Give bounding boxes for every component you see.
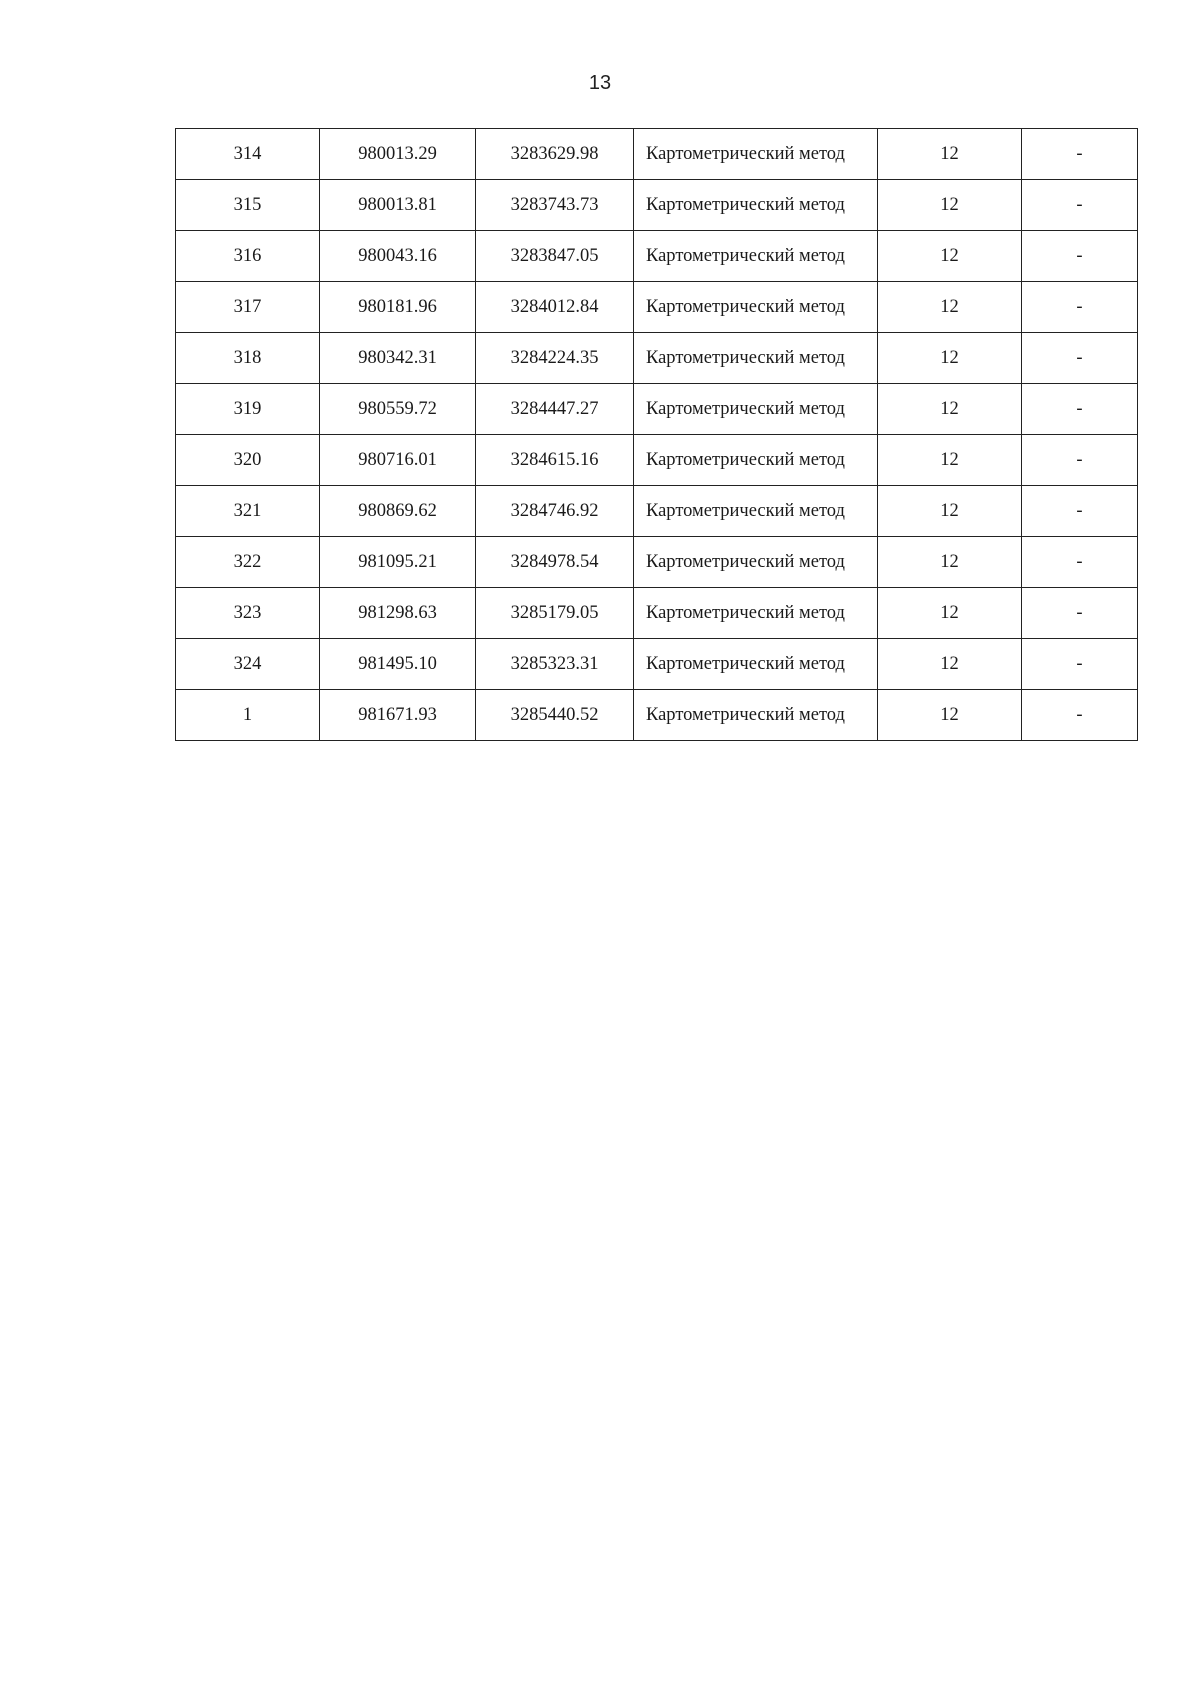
y-coordinate-cell: 3284978.54 [476,537,634,588]
accuracy-cell: 12 [878,333,1022,384]
note-cell: - [1022,639,1138,690]
coordinates-table [175,128,1138,741]
page-number: 13 [588,72,612,94]
method-cell: Картометрический метод [634,690,878,741]
table-row [176,282,1138,333]
x-coordinate-cell: 980342.31 [320,333,476,384]
x-coordinate-cell: 980716.01 [320,435,476,486]
point-number-cell: 324 [176,639,320,690]
table-row [176,231,1138,282]
accuracy-cell: 12 [878,486,1022,537]
point-number-cell: 317 [176,282,320,333]
table-row [176,384,1138,435]
method-cell: Картометрический метод [634,180,878,231]
table-row [176,690,1138,741]
method-cell: Картометрический метод [634,588,878,639]
point-number-cell: 315 [176,180,320,231]
x-coordinate-cell: 981095.21 [320,537,476,588]
table-row [176,486,1138,537]
method-cell: Картометрический метод [634,333,878,384]
note-cell: - [1022,333,1138,384]
x-coordinate-cell: 981495.10 [320,639,476,690]
point-number-cell: 322 [176,537,320,588]
point-number-cell: 323 [176,588,320,639]
method-cell: Картометрический метод [634,486,878,537]
point-number-cell: 320 [176,435,320,486]
coordinates-table-body [176,129,1138,741]
point-number-cell: 321 [176,486,320,537]
note-cell: - [1022,129,1138,180]
x-coordinate-cell: 980181.96 [320,282,476,333]
point-number-cell: 318 [176,333,320,384]
x-coordinate-cell: 980043.16 [320,231,476,282]
accuracy-cell: 12 [878,690,1022,741]
y-coordinate-cell: 3285179.05 [476,588,634,639]
accuracy-cell: 12 [878,537,1022,588]
method-cell: Картометрический метод [634,231,878,282]
y-coordinate-cell: 3284012.84 [476,282,634,333]
accuracy-cell: 12 [878,282,1022,333]
accuracy-cell: 12 [878,129,1022,180]
y-coordinate-cell: 3283629.98 [476,129,634,180]
note-cell: - [1022,231,1138,282]
x-coordinate-cell: 981298.63 [320,588,476,639]
x-coordinate-cell: 980013.81 [320,180,476,231]
accuracy-cell: 12 [878,435,1022,486]
y-coordinate-cell: 3283743.73 [476,180,634,231]
x-coordinate-cell: 981671.93 [320,690,476,741]
accuracy-cell: 12 [878,639,1022,690]
note-cell: - [1022,588,1138,639]
x-coordinate-cell: 980013.29 [320,129,476,180]
point-number-cell: 1 [176,690,320,741]
table-row [176,333,1138,384]
accuracy-cell: 12 [878,180,1022,231]
y-coordinate-cell: 3283847.05 [476,231,634,282]
method-cell: Картометрический метод [634,282,878,333]
table-row [176,588,1138,639]
note-cell: - [1022,435,1138,486]
point-number-cell: 319 [176,384,320,435]
note-cell: - [1022,690,1138,741]
accuracy-cell: 12 [878,231,1022,282]
table-row [176,537,1138,588]
note-cell: - [1022,180,1138,231]
method-cell: Картометрический метод [634,384,878,435]
x-coordinate-cell: 980869.62 [320,486,476,537]
note-cell: - [1022,384,1138,435]
y-coordinate-cell: 3285440.52 [476,690,634,741]
table-row [176,435,1138,486]
method-cell: Картометрический метод [634,435,878,486]
method-cell: Картометрический метод [634,537,878,588]
y-coordinate-cell: 3284615.16 [476,435,634,486]
accuracy-cell: 12 [878,384,1022,435]
table-row [176,129,1138,180]
y-coordinate-cell: 3284746.92 [476,486,634,537]
note-cell: - [1022,486,1138,537]
table-row [176,639,1138,690]
point-number-cell: 314 [176,129,320,180]
method-cell: Картометрический метод [634,639,878,690]
note-cell: - [1022,282,1138,333]
y-coordinate-cell: 3284447.27 [476,384,634,435]
point-number-cell: 316 [176,231,320,282]
table-row [176,180,1138,231]
accuracy-cell: 12 [878,588,1022,639]
x-coordinate-cell: 980559.72 [320,384,476,435]
y-coordinate-cell: 3285323.31 [476,639,634,690]
note-cell: - [1022,537,1138,588]
y-coordinate-cell: 3284224.35 [476,333,634,384]
method-cell: Картометрический метод [634,129,878,180]
